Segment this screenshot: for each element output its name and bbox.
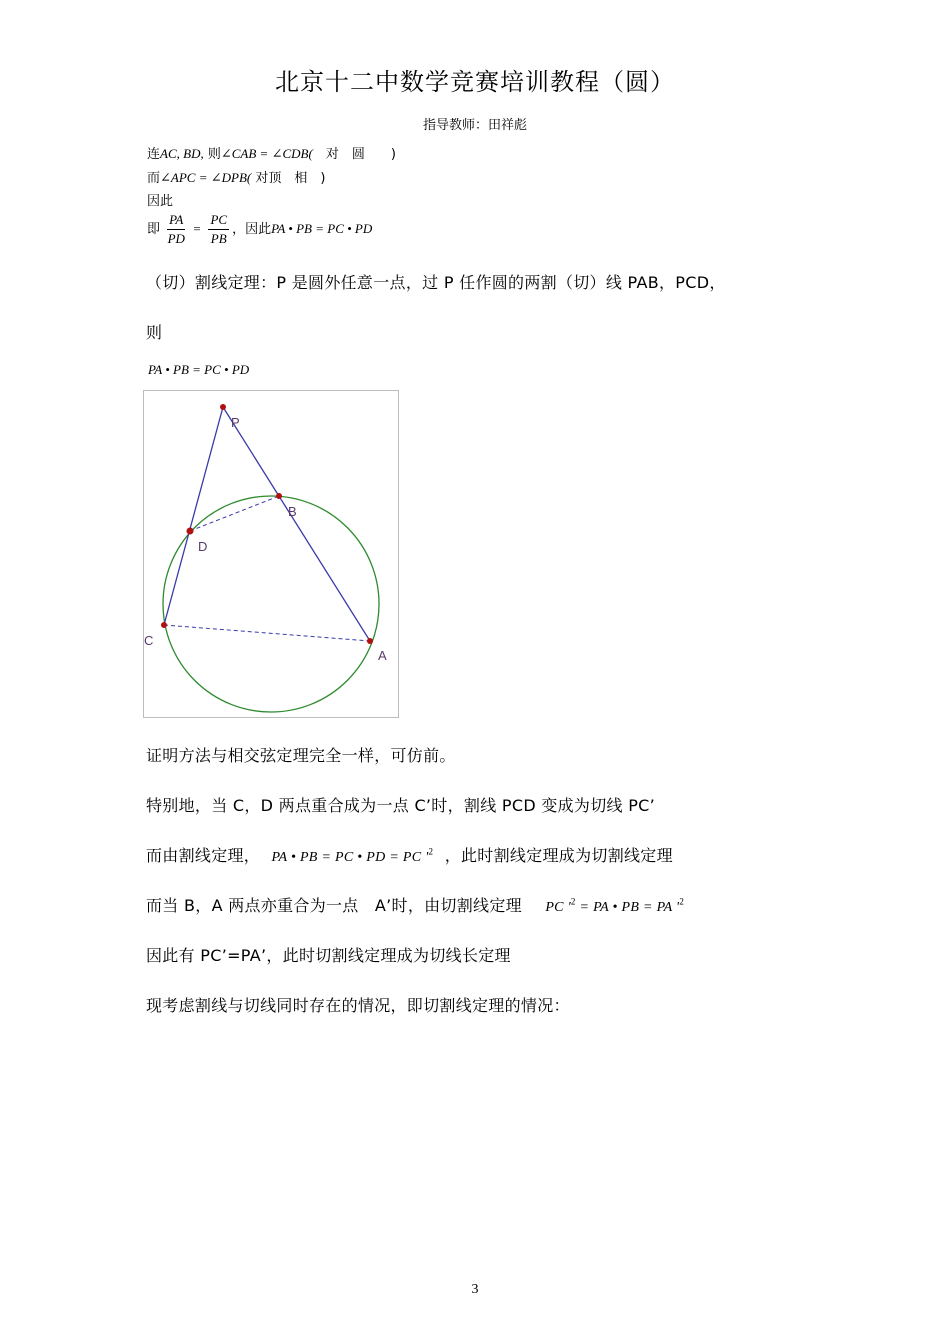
proof-line-2-math: ∠APC = ∠DPB(: [160, 170, 252, 185]
secant-pba: [223, 407, 370, 641]
proof-line-1-math2: ∠CAB = ∠CDB(: [220, 146, 313, 161]
chord-db: [190, 496, 279, 531]
point-a: [367, 638, 373, 644]
paragraph-tangent-case: 而当 B，A 两点亦重合为一点 A’时，由切割线定理 PC '$^2$ = PA • PB = PA '$^2$: [146, 896, 685, 915]
instructor-line: 指导教师：田祥彪: [422, 117, 527, 132]
theorem-statement-cont: 则: [146, 323, 163, 342]
proof-line-1-math: AC, BD,: [160, 146, 204, 161]
label-c: C: [144, 633, 154, 648]
proof-line-2-note: 对顶 相 ): [251, 171, 326, 186]
secant-diagram: [144, 391, 400, 719]
proof-line-1-mid: 则: [203, 147, 221, 162]
proof-line-4: [147, 211, 372, 248]
point-p: [220, 404, 226, 410]
proof-line-4-lead: 即: [147, 222, 161, 237]
paragraph-secant-to-tangent: 而由割线定理， PA • PB = PC • PD = PC '$^2$ ，此时割线定理成为切割线定理: [146, 846, 673, 865]
proof-line-4-mid: ，因此: [232, 222, 272, 237]
label-b: B: [288, 504, 297, 519]
formula-tangent-b: = PA • PB = PA ': [575, 900, 680, 915]
chord-ca: [164, 625, 370, 641]
proof-line-1-note: 对 圆 ): [312, 147, 396, 162]
page-title: 北京十二中数学竞赛培训教程（圆）: [275, 70, 675, 96]
paragraph-tangent-length: 因此有 PC’=PA’，此时切割线定理成为切线长定理: [146, 946, 511, 965]
paragraph-special-case: 特别地，当 C，D 两点重合成为一点 C’时，割线 PCD 变成为切线 PC’: [146, 796, 656, 815]
label-d: D: [198, 539, 208, 554]
paragraph-proof-note: 证明方法与相交弦定理完全一样，可仿前。: [146, 746, 456, 765]
equals-sign: =: [192, 221, 202, 236]
label-p: P: [231, 415, 240, 430]
proof-line-4-math: PA • PB = PC • PD: [271, 221, 373, 236]
secant-figure: [143, 390, 399, 718]
label-a: A: [378, 648, 387, 663]
proof-line-1: [147, 143, 396, 162]
formula-secant-tangent: PA • PB = PC • PD = PC ': [271, 850, 429, 865]
proof-line-2-lead: 而: [147, 171, 161, 186]
theorem-statement: （切）割线定理：P 是圆外任意一点，过 P 任作圆的两割（切）线 PAB，PCD，: [146, 273, 726, 292]
proof-line-2: [147, 167, 325, 186]
fraction-pa-pd: $\frac{PA}{PD}$: [167, 212, 185, 246]
secant-pdc: [164, 407, 223, 625]
fraction-pc-pb: $\frac{PC}{PB}$: [210, 212, 228, 246]
proof-line-1-lead: 连: [147, 147, 161, 162]
formula-tangent-a: PC ': [545, 900, 571, 915]
paragraph-next-topic: 现考虑割线与切线同时存在的情况，即切割线定理的情况：: [146, 996, 570, 1015]
theorem-formula: PA • PB = PC • PD: [148, 362, 250, 377]
point-b: [276, 493, 282, 499]
point-c: [161, 622, 167, 628]
proof-line-3: 因此: [147, 194, 174, 209]
page-number: 3: [471, 1282, 479, 1297]
point-d: [187, 528, 194, 535]
